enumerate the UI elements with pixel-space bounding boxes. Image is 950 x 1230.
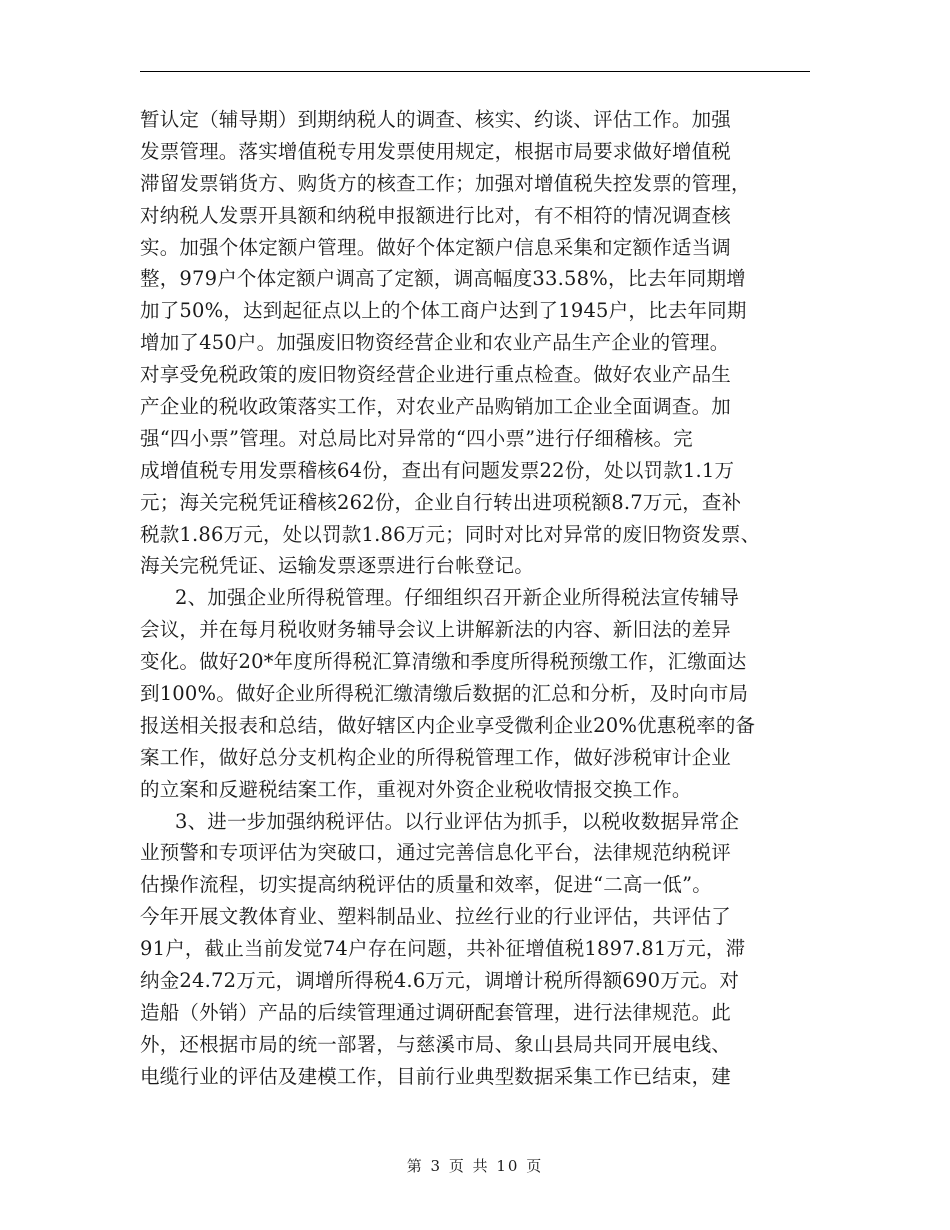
body-text [140, 104, 810, 1093]
text-line: 海关完税凭证、运输发票逐票进行台帐登记。 [140, 554, 535, 578]
paragraph-2-start: 2、加强企业所得税管理。仔细组织召开新企业所得税法宣传辅导 [175, 586, 740, 610]
text-line: 税款1.86万元，处以罚款1.86万元；同时对比对异常的废旧物资发票、 [140, 522, 761, 546]
text-line: 纳金24.72万元，调增所得税4.6万元，调增计税所得额690万元。对 [140, 969, 740, 993]
text-line: 业预警和专项评估为突破口，通过完善信息化平台，法律规范纳税评 [140, 841, 732, 865]
text-line: 今年开展文教体育业、塑料制品业、拉丝行业的行业评估，共评估了 [140, 905, 732, 929]
text-line: 案工作，做好总分支机构企业的所得税管理工作，做好涉税审计企业 [140, 745, 732, 769]
text-line: 报送相关报表和总结，做好辖区内企业享受微利企业20%优惠税率的备 [140, 713, 756, 737]
text-line: 到100%。做好企业所得税汇缴清缴后数据的汇总和分析，及时向市局 [140, 682, 749, 706]
header-rule [140, 71, 810, 72]
text-line: 发票管理。落实增值税专用发票使用规定，根据市局要求做好增值税 [140, 139, 732, 163]
text-line: 变化。做好20*年度所得税汇算清缴和季度所得税预缴工作，汇缴面达 [140, 650, 747, 674]
text-line: 成增值税专用发票稽核64份，查出有问题发票22份，处以罚款1.1万 [140, 458, 735, 482]
text-line: 元；海关完税凭证稽核262份，企业自行转出进项税额8.7万元，查补 [140, 490, 742, 514]
text-line: 造船（外销）产品的后续管理通过调研配套管理，进行法律规范。此 [140, 1000, 732, 1024]
text-line: 对纳税人发票开具额和纳税申报额进行比对，有不相符的情况调查核 [140, 203, 732, 227]
text-line: 强“四小票”管理。对总局比对异常的“四小票”进行仔细稽核。完 [140, 426, 693, 450]
text-line: 产企业的税收政策落实工作，对农业产品购销加工企业全面调查。加 [140, 395, 732, 419]
text-line: 整，979户个体定额户调高了定额，调高幅度33.58%，比去年同期增 [140, 267, 746, 291]
text-line: 增加了450户。加强废旧物资经营企业和农业产品生产企业的管理。 [140, 331, 730, 355]
page-number-footer: 第 3 页 共 10 页 [406, 1157, 544, 1175]
text-line: 外，还根据市局的统一部署，与慈溪市局、象山县局共同开展电线、 [140, 1032, 732, 1056]
text-line: 滞留发票销货方、购货方的核查工作；加强对增值税失控发票的管理， [140, 171, 751, 195]
text-line: 会议，并在每月税收财务辅导会议上讲解新法的内容、新旧法的差异 [140, 618, 732, 642]
text-line: 暂认定（辅导期）到期纳税人的调查、核实、约谈、评估工作。加强 [140, 108, 732, 131]
text-line: 估操作流程，切实提高纳税评估的质量和效率，促进“二高一低”。 [140, 873, 712, 897]
text-line: 加了50%，达到起征点以上的个体工商户达到了1945户，比去年同期 [140, 299, 747, 323]
text-line: 实。加强个体定额户管理。做好个体定额户信息采集和定额作适当调 [140, 235, 732, 259]
text-line: 电缆行业的评估及建模工作，目前行业典型数据采集工作已结束，建 [140, 1064, 732, 1088]
paragraph-3-start: 3、进一步加强纳税评估。以行业评估为抓手，以税收数据异常企 [175, 809, 740, 833]
text-line: 对享受免税政策的废旧物资经营企业进行重点检查。做好农业产品生 [140, 363, 732, 387]
text-line: 91户，截止当前发觉74户存在问题，共补征增值税1897.81万元，滞 [140, 937, 746, 961]
text-line: 的立案和反避税结案工作，重视对外资企业税收情报交换工作。 [140, 777, 692, 801]
